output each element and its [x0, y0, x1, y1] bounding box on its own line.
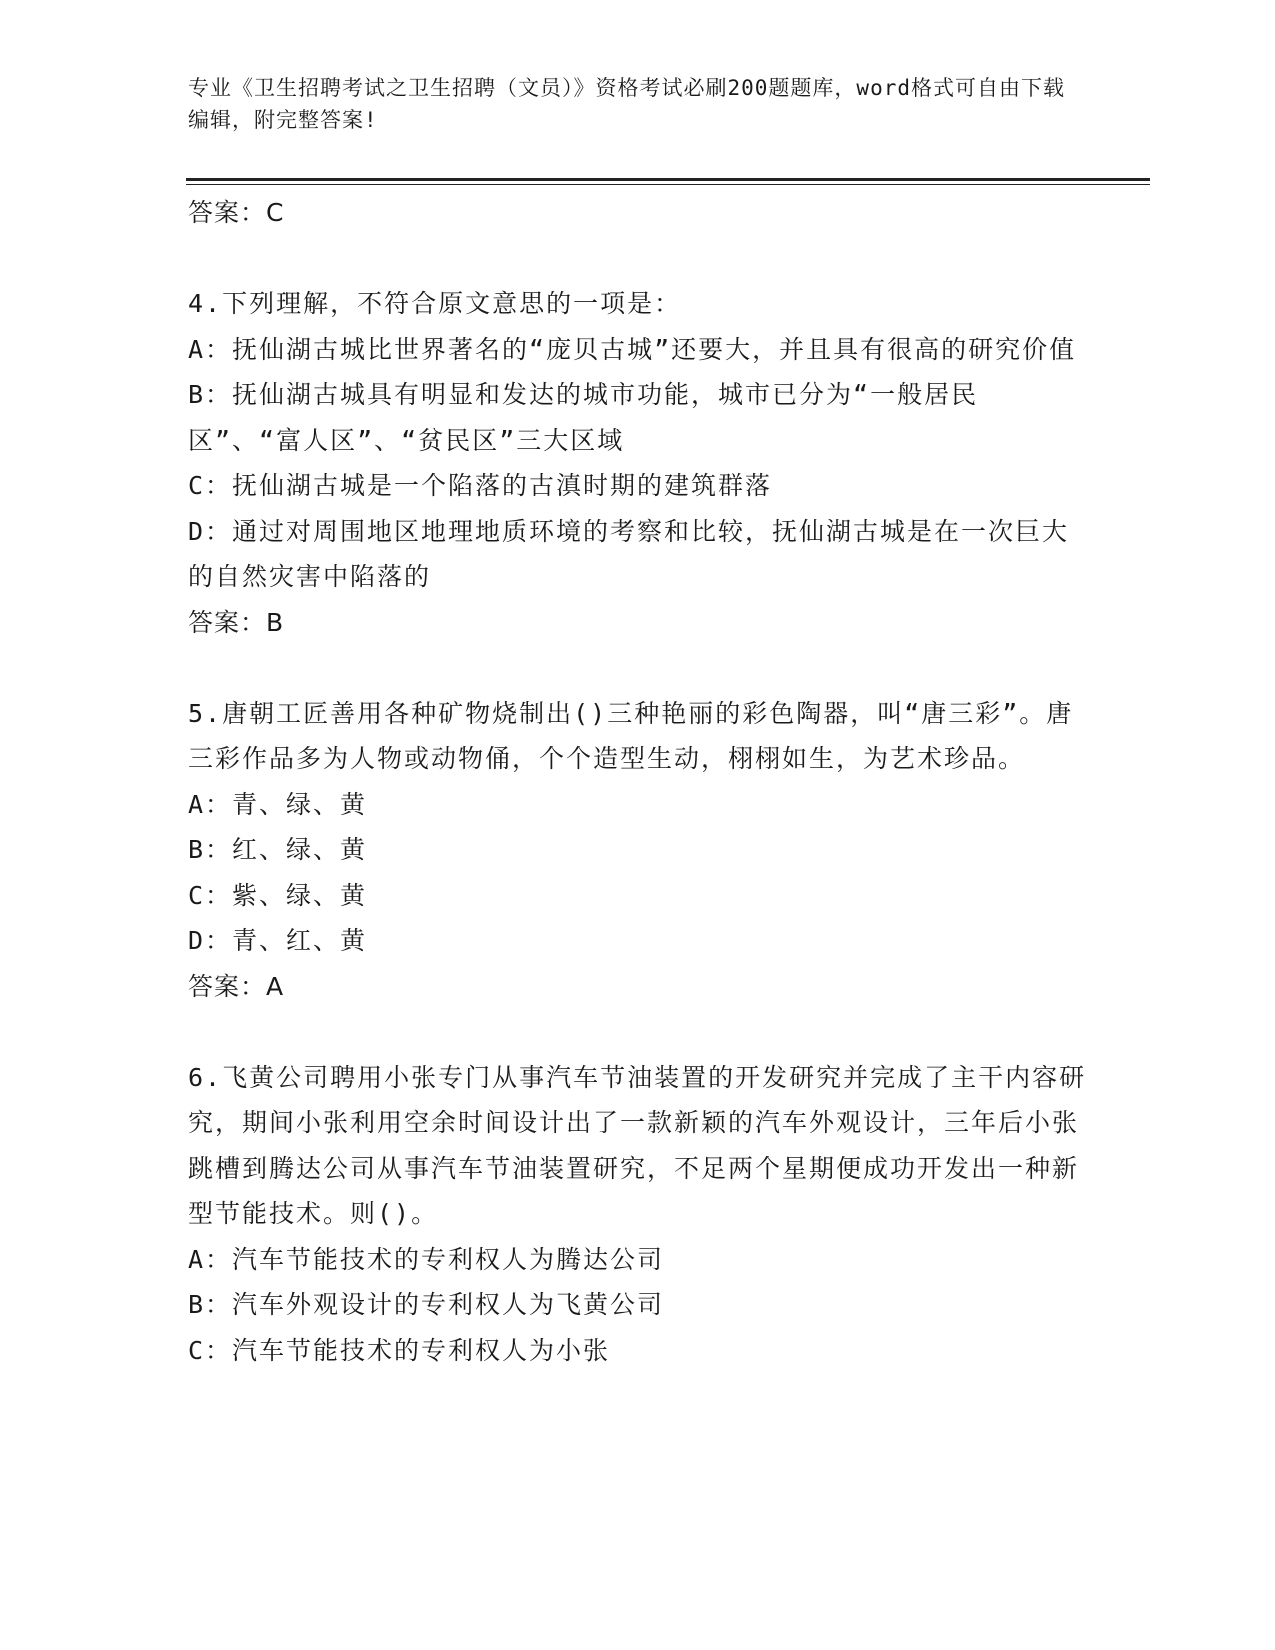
header-divider-thick: [186, 178, 1150, 181]
document-header: [188, 72, 1068, 136]
option-c: C：紫、绿、黄: [188, 880, 368, 910]
option-b: B：抚仙湖古城具有明显和发达的城市功能，城市已分为“一般居民区”、“富人区”、“贫民区”三大区域: [188, 380, 979, 455]
question-stem: 4.下列理解，不符合原文意思的一项是：: [188, 289, 682, 318]
answer-3: 答案：C: [188, 198, 285, 227]
header-divider-thin: [186, 184, 1150, 185]
question-stem: 5.唐朝工匠善用各种矿物烧制出()三种艳丽的彩色陶器，叫“唐三彩”。唐三彩作品多为人物或动物俑，个个造型生动，栩栩如生，为艺术珍品。: [188, 698, 1074, 773]
question-6: [188, 1055, 1088, 1374]
option-a: A：抚仙湖古城比世界著名的“庞贝古城”还要大，并且具有很高的研究价值: [188, 334, 1077, 364]
spacer: [188, 236, 1088, 282]
option-b: B：汽车外观设计的专利权人为飞黄公司: [188, 1290, 665, 1319]
question-list: [188, 190, 1088, 1373]
option-c: C：抚仙湖古城是一个陷落的古滇时期的建筑群落: [188, 471, 773, 500]
option-d: D：通过对周围地区地理地质环境的考察和比较，抚仙湖古城是在一次巨大的自然灾害中陷落的: [188, 516, 1070, 591]
question-5: [188, 691, 1088, 1010]
header-title: 专业《卫生招聘考试之卫生招聘（文员）》资格考试必刷200题题库，word格式可自由下载编辑，附完整答案!: [188, 76, 1065, 132]
option-d: D：青、红、黄: [188, 926, 368, 955]
option-a: A：汽车节能技术的专利权人为腾达公司: [188, 1244, 665, 1274]
question-stem: 6.飞黄公司聘用小张专门从事汽车节油装置的开发研究并完成了主干内容研究，期间小张利用空余时间设计出了一款新颖的汽车外观设计，三年后小张跳槽到腾达公司从事汽车节油装置研究，不足两个星期便成功开发出一种新型节能技术。则()。: [188, 1062, 1087, 1228]
option-a: A：青、绿、黄: [188, 789, 368, 819]
question-4: [188, 281, 1088, 645]
answer: 答案：B: [188, 607, 285, 637]
option-c: C：汽车节能技术的专利权人为小张: [188, 1335, 611, 1365]
answer: 答案：A: [188, 971, 285, 1001]
spacer: [188, 645, 1088, 691]
option-b: B：红、绿、黄: [188, 835, 368, 864]
spacer: [188, 1009, 1088, 1055]
